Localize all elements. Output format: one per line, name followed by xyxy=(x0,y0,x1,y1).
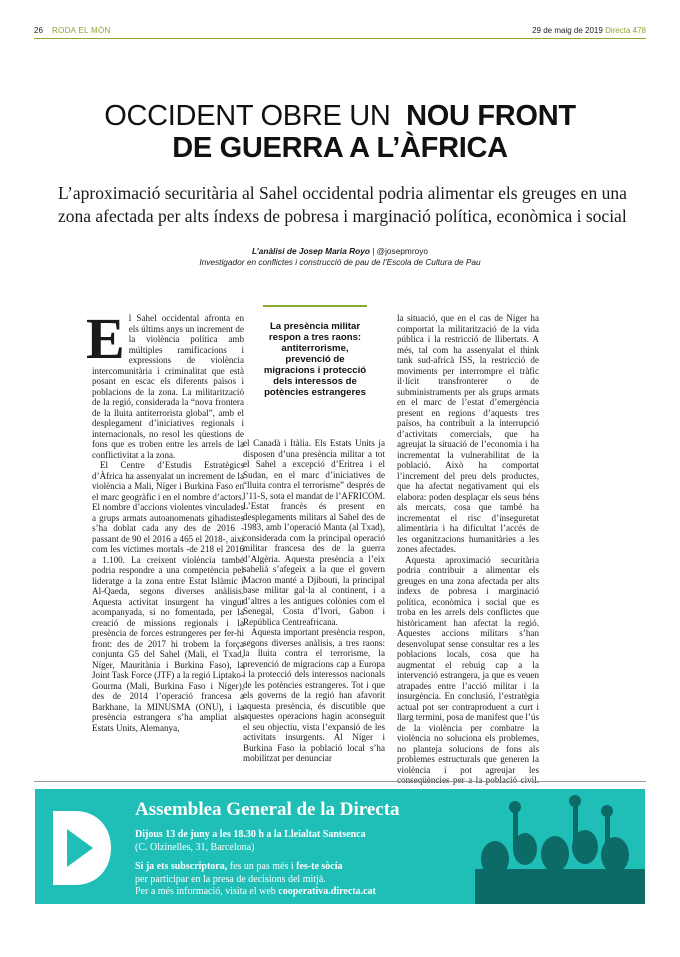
paragraph xyxy=(397,555,539,797)
page-number: 26 xyxy=(34,26,43,35)
byline-role: Investigador en conflictes i construcció de pau de l’Escola de Cultura de Pau xyxy=(199,257,481,267)
paragraph: El Centre d’Estudis Estratègics d’Àfrica ha assenyalat un increment de la violència a Mali, Níger i Burkina Faso en el marc geogràfic i en el nombre d’actors. El nombre d’accions violentes vinculades a grups armats autoanomenats gihadistes s’ha doblat cada any des de 2016 -passant de 90 el 2016 a 465 el 2018-, així com les víctimes mortals -de 218 el 2016 a 1.100. La creixent violència també podria respondre a una competència pel lideratge a la zona entre Estat Islàmic i Al-Qaeda, segons diverses anàlisis. Aquesta activitat insurgent ha vingut acompanyada, si no fomentada, per la creació de missions regionals i la presència de forces estrangeres per fer-hi front: des de 2017 hi trobem la força conjunta G5 del Sahel (Mali, el Txad, Níger, Mauritània i Burkina Faso), la Joint Task Force (JTF) a la regió Liptako-Gourma (Mali, Burkina Faso i Níger), des de 2014 l’operació francesa a Barkhane, la MINUSMA (ONU), i la presència estrangera s’ha ampliat als Estats Units, Alemanya, xyxy=(92,460,244,733)
banner-info-text: Per a més informació, visita el web xyxy=(135,886,279,897)
paragraph: el Canadà i Itàlia. Els Estats Units ja disposen d’una presència militar a tot el Sahel a excepció d’Eritrea i el Sudan, en el marc d’iniciatives de “lluita contra el terrorisme” després de l’11-S, sota el mandat de l’AFRICOM. L’Estat francès és present en desplegaments militars al Sahel des de 1983, amb l’operació Manta (al Txad), considerada com la principal operació militar francesa des de la guerra d’Algèria. Aquesta presència a l’eix sahelià s’afegeix a la que el govern Macron manté a Djibouti, la principal base militar gal·la al continent, i a d’altres a les antigues colònies com el Senegal, Costa d’Ivori, Gabon i República Centreafricana. xyxy=(243,438,385,627)
banner-title: Assemblea General de la Directa xyxy=(135,799,400,820)
page-header xyxy=(34,26,646,38)
byline xyxy=(0,246,680,268)
section-label: RODA EL MÓN xyxy=(52,26,111,35)
article-column-3 xyxy=(397,313,539,796)
standfirst: L’aproximació securitària al Sahel occidental podria alimentar els greuges en una zona afectada per alts índexs de pobresa i marginació política, econòmica i social xyxy=(58,183,627,226)
pull-quote: La presència militar respon a tres raons: antiterrorisme, prevenció de migracions i protecció dels interessos de potències estrangeres xyxy=(263,305,367,398)
banner-cta xyxy=(135,861,343,872)
headline-part2: NOU FRONT xyxy=(406,100,576,132)
drop-cap: E xyxy=(86,306,125,371)
byline-handle: | @josepmroyo xyxy=(372,246,428,256)
banner-info xyxy=(135,886,376,897)
banner-address: (C. Olzinelles, 31, Barcelona) xyxy=(135,842,255,853)
directa-logo-icon xyxy=(53,811,111,885)
assembly-banner[interactable] xyxy=(35,789,645,904)
banner-cta-c: fes-te sòcia xyxy=(296,861,343,872)
date-text: 29 de maig de 2019 xyxy=(532,26,603,35)
paragraph-text: Aquesta aproximació securitària podria contribuir a alimentar els greuges en una zona afectada per alts índexs de pobresa i marginació política, econòmica i social que es troba en les arrels dels conflictes que històricament han afectat la regió. Aquestes accions militars s’han desenvolupat sense consultar res a les poblacions locals, cosa que ha augmentat el rebuig cap a la intervenció estrangera, ja que es veuen atrapades entre l’acció militar i la insurgència. En conclusió, l’estratègia actual pot ser contraproduent a curt i llarg termini, posa de manifest que l’ús de la violència per combatre la violència no soluciona els problemes, no planteja solucions de fons als problemes estructurals que generen la violència i pot agreujar les conseqüències per a la població civil. xyxy=(397,554,540,785)
crowd-photo xyxy=(455,789,645,904)
headline xyxy=(0,100,680,164)
banner-web-link[interactable]: cooperativa.directa.cat xyxy=(278,886,376,897)
paragraph: l Sahel occidental afronta en els últims anys un increment de la violència política amb múltiples ramificacions i expressions de violència intercomunitària i criminalitat que està posant en escac els diferents països i poblacions de la zona. La militarització de la regió, considerada la “nova frontera de la lluita antiterrorista global”, amb el desplegament d’iniciatives regionals i internacionals, no resol les qüestions de fons que es troben entre les arrels de la conflictivitat a la zona. xyxy=(92,313,244,460)
headline-part1: OCCIDENT OBRE UN xyxy=(104,100,391,132)
headline-part3: DE GUERRA A L’ÀFRICA xyxy=(172,132,508,164)
banner-date-text: Dijous 13 de juny a les 18.30 h a la Lleialtat Santsenca xyxy=(135,829,366,840)
banner-date xyxy=(135,829,366,840)
issue-date xyxy=(532,26,646,35)
header-rule xyxy=(34,38,646,39)
article-column-1 xyxy=(86,306,244,733)
banner-cta-b: fes un pas més i xyxy=(227,861,297,872)
issue-number: Directa 478 xyxy=(605,26,646,35)
paragraph: la situació, que en el cas de Níger ha comportat la militarització de la vida pública i la restricció de llibertats. A més, tal com ha assenyalat el think tank sud-africà ISS, la restricció de moviments per interrompre el tràfic il·lícit transfronterer o de subministraments per als grups armats en el marc de l’estat d’emergència present en regions d’aquests tres països, ha contribuït a la interrupció d’activitats comercials, que ha agreujat la situació de l’economia i ha incrementat la vulnerabilitat de la població. Això ha comportat l’increment del preu dels productes, que ha afectat negativament qui els elabora: poden desplaçar els seus béns als mercats, cosa que també ha incrementat el risc d’inseguretat alimentària i ha dificultat l’accés de les organitzacions humanitàries a les zones afectades. xyxy=(397,313,539,554)
banner-participate: per participar en la presa de decisions del mitjà. xyxy=(135,874,326,885)
banner-cta-a: Si ja ets subscriptora, xyxy=(135,861,228,872)
byline-author: L’anàlisi de Josep Maria Royo xyxy=(252,246,370,256)
bottom-rule xyxy=(34,781,646,782)
article-column-2 xyxy=(243,438,385,764)
paragraph: Aquesta important presència respon, segons diverses anàlisis, a tres raons: la lluita contra el terrorisme, la prevenció de migracions cap a Europa i la protecció dels interessos nacionals de les potències estrangeres. Tot i que els governs de la regió han afavorit aquesta presència, és discutible que aquestes operacions hagin aconseguit el seu objectiu, vista l’expansió de les activitats insurgents. Al Níger i Burkina Faso la població local s’ha mobilitzat per denunciar xyxy=(243,627,385,763)
